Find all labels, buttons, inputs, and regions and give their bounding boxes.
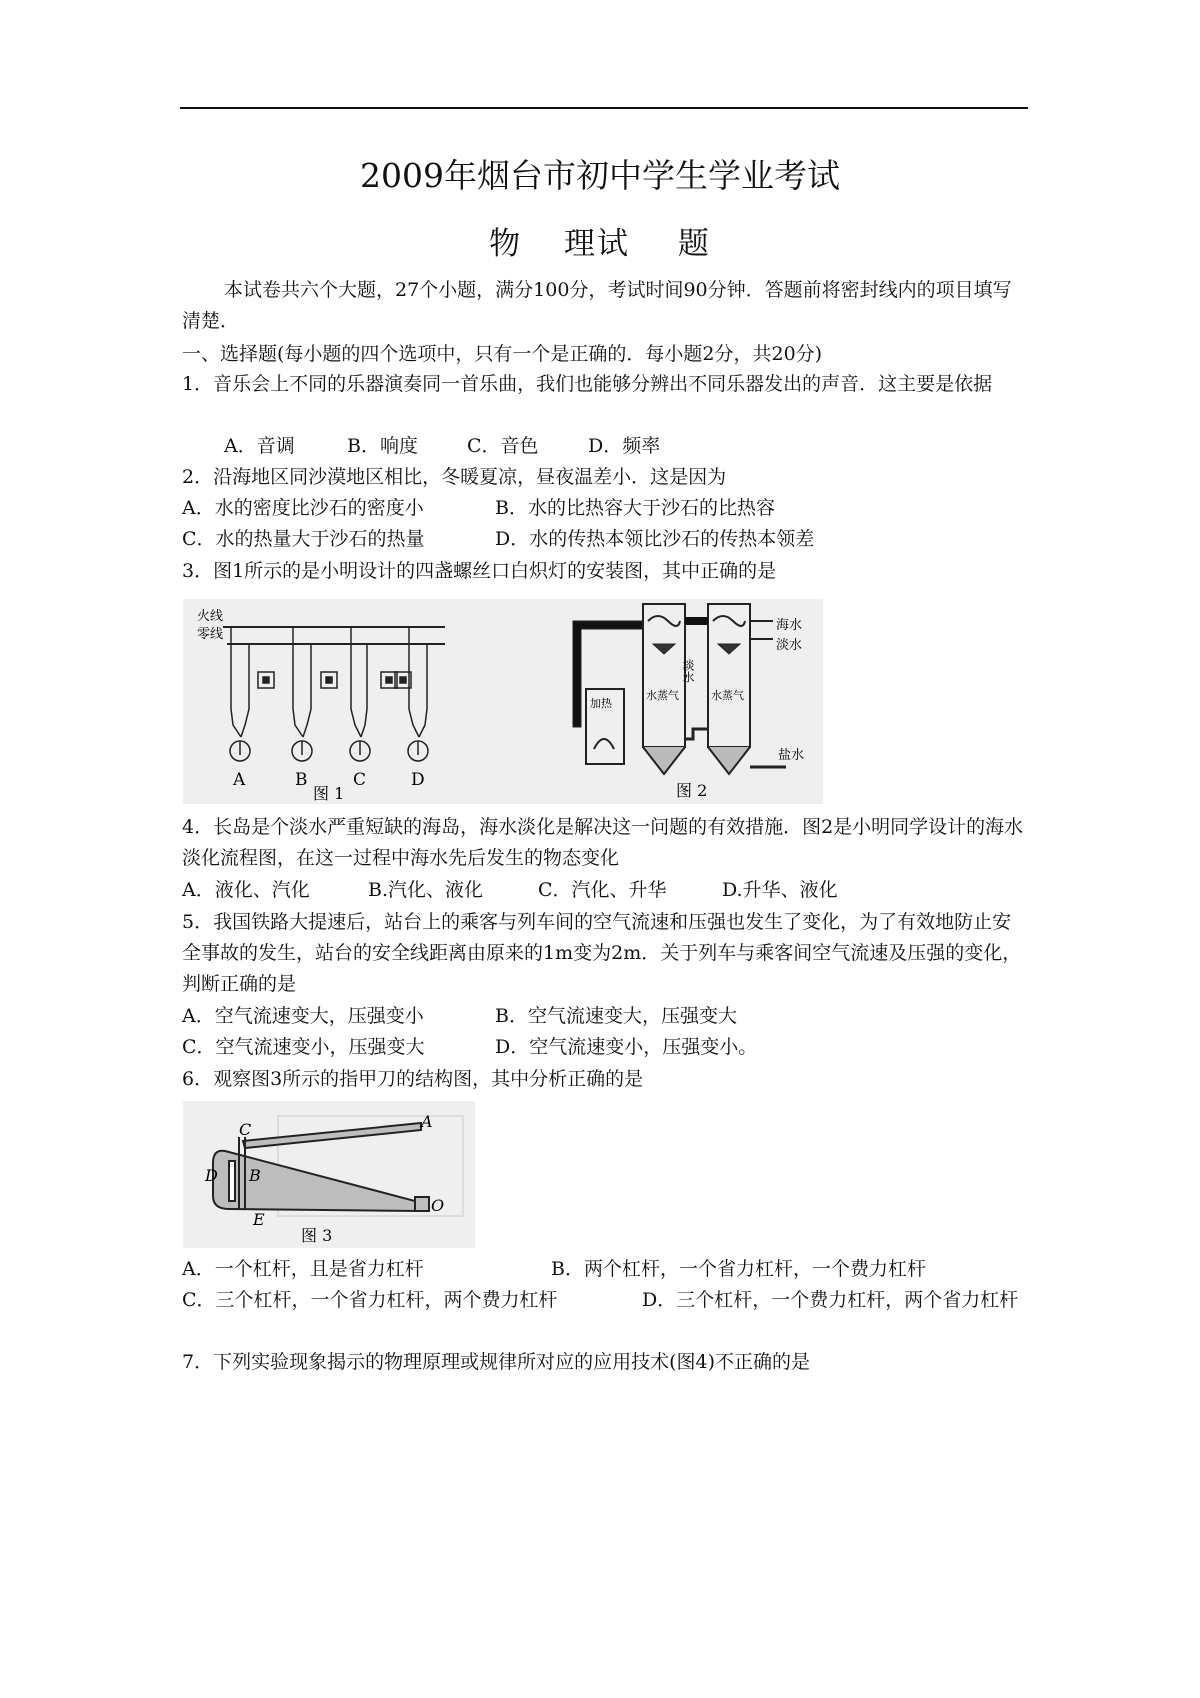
fig3-caption: 图 3: [301, 1226, 333, 1245]
fig1-live-wire-label: 火线: [197, 609, 224, 624]
question-3-stem: 3．图1所示的是小明设计的四盏螺丝口白炽灯的安装图，其中正确的是: [182, 560, 777, 582]
fig3-point-c: C: [239, 1120, 252, 1139]
question-5-stem: 5．我国铁路大提速后，站台上的乘客与列车间的空气流速和压强也发生了变化，为了有效地防止安全事故的发生，站台的安全线距离由原来的1m变为2m．关于列车与乘客间空气流速及压强的变化，判断正确的是: [182, 911, 1022, 995]
q1-option-b: B．响度: [347, 435, 418, 457]
question-1-stem: 1．音乐会上不同的乐器演奏同一首乐曲，我们也能够分辨出不同乐器发出的声音．这主要是依据: [182, 373, 993, 395]
q6-option-a: A．一个杠杆，且是省力杠杆: [182, 1258, 424, 1280]
exam-title: 2009年烟台市初中学生学业考试: [360, 156, 840, 195]
q4-option-c: C．汽化、升华: [538, 879, 667, 901]
fig1-caption: 图 1: [313, 784, 345, 803]
q5-option-b: B．空气流速变大，压强变大: [495, 1005, 737, 1027]
q2-option-c: C．水的热量大于沙石的热量: [182, 528, 425, 550]
subject-char-3: 题: [677, 226, 711, 262]
fig2-steam-left: 水蒸气: [646, 689, 679, 702]
q1-option-c: C．音色: [467, 435, 539, 457]
fig1-neutral-wire-label: 零线: [197, 627, 224, 642]
subject-char-1: 物: [489, 226, 523, 262]
fig2-steam-right: 水蒸气: [711, 689, 744, 702]
fig2-caption: 图 2: [676, 781, 708, 800]
fig2-brine: 盐水: [778, 748, 805, 763]
fig3-point-e: E: [253, 1210, 265, 1229]
fig1-lamp-c: C: [353, 770, 367, 790]
fig3-point-d: D: [205, 1166, 218, 1185]
top-rule: [180, 107, 1028, 109]
subject-title: [0, 218, 1200, 263]
q4-option-b: B.汽化、液化: [368, 879, 484, 901]
section-1-heading: 一、选择题(每小题的四个选项中，只有一个是正确的．每小题2分，共20分): [182, 343, 823, 365]
q4-option-a: A．液化、汽化: [182, 879, 310, 901]
q5-option-c: C．空气流速变小，压强变大: [182, 1036, 425, 1058]
q5-option-d: D．空气流速变小，压强变小。: [495, 1036, 758, 1058]
fig2-heat-label: 加热: [590, 697, 612, 710]
fig2-seawater: 海水: [776, 618, 803, 633]
fig2-fresh-water: 淡水: [776, 638, 803, 653]
figure-3-nail-clipper: [183, 1101, 475, 1248]
question-4-stem: 4．长岛是个淡水严重短缺的海岛，海水淡化是解决这一问题的有效措施．图2是小明同学设计的海水淡化流程图，在这一过程中海水先后发生的物态变化: [182, 816, 1024, 869]
fig3-point-b: B: [249, 1166, 261, 1185]
q2-option-b: B．水的比热容大于沙石的比热容: [495, 497, 775, 519]
figure-2-desalination: [568, 599, 823, 804]
intro-text: 本试卷共六个大题，27个小题，满分100分，考试时间90分钟．答题前将密封线内的项目填写清楚．: [182, 279, 1012, 332]
fig1-lamp-d: D: [411, 770, 425, 790]
fig3-point-a: A: [421, 1112, 433, 1131]
q2-option-d: D．水的传热本领比沙石的传热本领差: [495, 528, 815, 550]
q2-option-a: A．水的密度比沙石的密度小: [182, 497, 424, 519]
fig3-point-o: O: [431, 1196, 445, 1215]
subject-char-2: 理试: [564, 226, 630, 262]
q6-option-d: D．三个杠杆，一个费力杠杆，两个省力杠杆: [642, 1289, 1019, 1311]
question-7-stem: 7．下列实验现象揭示的物理原理或规律所对应的应用技术(图4)不正确的是: [182, 1351, 811, 1373]
fig2-fresh-water-vertical: 淡水: [681, 659, 695, 683]
q1-option-a: A．音调: [224, 435, 295, 457]
question-6-stem: 6．观察图3所示的指甲刀的结构图，其中分析正确的是: [182, 1068, 644, 1090]
q4-option-d: D.升华、液化: [722, 879, 838, 901]
q1-option-d: D．频率: [588, 435, 661, 457]
q5-option-a: A．空气流速变大，压强变小: [182, 1005, 424, 1027]
figure-1-lamp-wiring: [183, 599, 568, 804]
fig1-lamp-b: B: [295, 770, 308, 790]
q6-option-b: B．两个杠杆，一个省力杠杆，一个费力杠杆: [551, 1258, 926, 1280]
fig1-lamp-a: A: [233, 770, 246, 790]
q6-option-c: C．三个杠杆，一个省力杠杆，两个费力杠杆: [182, 1289, 558, 1311]
question-2-stem: 2．沿海地区同沙漠地区相比，冬暖夏凉，昼夜温差小．这是因为: [182, 466, 727, 488]
